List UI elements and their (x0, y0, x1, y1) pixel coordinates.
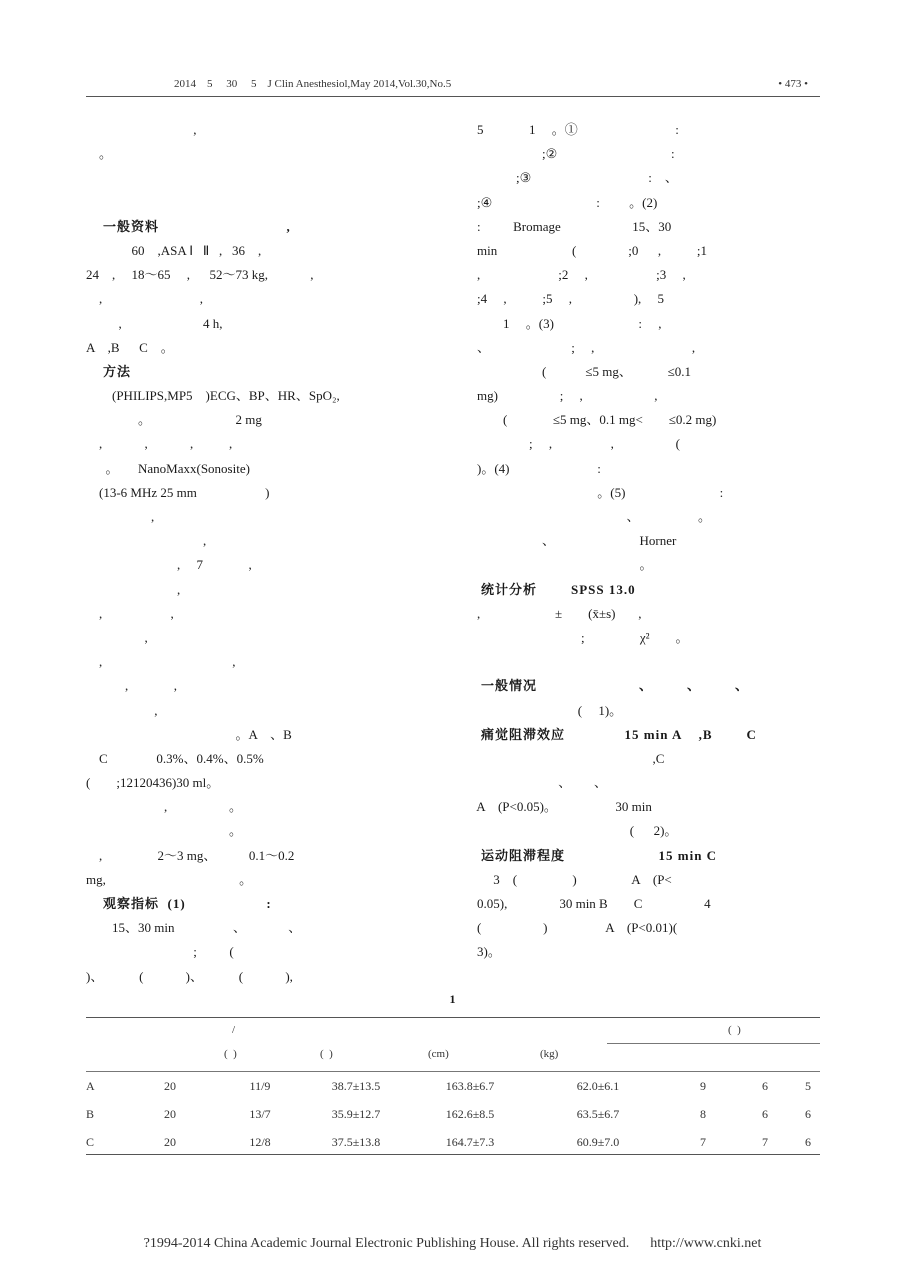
text-line: 。A 、B (86, 726, 292, 742)
text-line: , , , , (86, 436, 233, 452)
table-cell: 20 (164, 1078, 176, 1093)
text-line: , 4 h, (86, 315, 223, 331)
table-header-height-unit: (cm) (428, 1048, 449, 1060)
table-cell: 6 (805, 1134, 811, 1149)
text-line: 5 1 。① : (464, 122, 679, 137)
text-line: 0.05), 30 min B C 4 (464, 896, 711, 911)
text-line: ; χ² 。 (464, 629, 689, 645)
text-line: 。 (86, 823, 243, 839)
text-line: ( ;12120436)30 ml。 (86, 775, 220, 791)
text-line: , 。 (86, 799, 243, 815)
demographics-table (86, 1072, 820, 1156)
table-cell: 7 (700, 1134, 706, 1149)
header-rule (86, 96, 820, 97)
table-row (86, 1072, 820, 1100)
text-line: , (86, 122, 197, 137)
text-line: ( 1)。 (464, 702, 623, 718)
table-row (86, 1128, 820, 1156)
right-column (464, 118, 820, 965)
text-line: ;③ : 、 (464, 170, 678, 186)
text-line: , (86, 533, 207, 549)
text-line: , , (86, 654, 236, 670)
text-line: A ,B C 。 (86, 339, 174, 355)
table-cell: 6 (805, 1106, 811, 1121)
text-line (86, 166, 446, 190)
table-cell: 7 (762, 1134, 768, 1149)
text-line: ,C (464, 750, 665, 766)
text-line: ( 2)。 (464, 823, 678, 839)
text-line: , (86, 509, 155, 524)
table-cell: 20 (164, 1106, 176, 1121)
table-cell: 6 (762, 1078, 768, 1093)
table-row (86, 1100, 820, 1128)
text-line: (PHILIPS,MP5 )ECG、BP、HR、SpO₂, (86, 388, 340, 404)
text-line: 运动阻滞程度 15 min C (464, 847, 718, 863)
table-cell: 162.6±8.5 (445, 1106, 495, 1121)
text-line: 观察指标 (1) : (86, 896, 272, 911)
text-line: ( ≤5 mg、 ≤0.1 (464, 363, 691, 379)
text-line: min ( ;0 , ;1 (464, 242, 708, 258)
table-cell: 37.5±13.8 (331, 1134, 381, 1149)
table-header-gender-unit: ( ) (224, 1048, 237, 1060)
text-line: ;④ : 。(2) (464, 194, 658, 210)
text-line (86, 191, 446, 215)
text-line: , (86, 581, 181, 597)
table-header-weight-unit: (kg) (540, 1048, 559, 1060)
table-cell: 163.8±6.7 (445, 1078, 495, 1093)
table-subheader-rule (607, 1043, 820, 1044)
table-header-asa-group: ( ) (728, 1024, 741, 1036)
text-line: 60 ,ASA Ⅰ Ⅱ , 36 , (86, 242, 262, 258)
table-cell: A (86, 1078, 95, 1093)
text-line: 、 ; , , (464, 339, 696, 355)
text-line: , (86, 702, 158, 718)
table-top-rule (86, 1017, 820, 1018)
table-cell: C (86, 1134, 95, 1149)
table-title: 1 (449, 992, 456, 1006)
text-line: : Bromage 15、30 (464, 218, 672, 234)
text-line: , ;2 , ;3 , (464, 267, 686, 283)
text-line: ; ( (86, 944, 234, 960)
text-line: 。 (86, 146, 113, 162)
table-cell: B (86, 1106, 95, 1121)
text-line: (13-6 MHz 25 mm ) (86, 484, 270, 500)
text-line: 3)。 (464, 944, 501, 960)
page-number: • 473 • (778, 78, 808, 90)
table-cell: 12/8 (249, 1134, 271, 1149)
text-line: , 2～3 mg、 0.1～0.2 (86, 847, 295, 863)
text-line: 3 ( ) A (P< (464, 871, 672, 887)
running-header (88, 78, 818, 94)
text-line: , 7 , (86, 557, 252, 573)
table-cell: 9 (700, 1078, 706, 1093)
text-line: 一般资料 , (86, 218, 291, 234)
text-line (464, 650, 820, 674)
text-line: ;4 , ;5 , ), 5 (464, 291, 665, 307)
text-line: , , (86, 291, 203, 307)
text-line: 。 (464, 557, 653, 573)
text-line: C 0.3%、0.4%、0.5% (86, 750, 264, 766)
text-line: 、 、 (464, 775, 608, 791)
text-line: , , (86, 678, 177, 694)
table-cell: 20 (164, 1134, 176, 1149)
journal-citation: 2014 5 30 5 J Clin Anesthesiol,May 2014,Vol.30,No.5 (174, 78, 452, 90)
table-cell: 13/7 (249, 1106, 271, 1121)
text-line: 一般情况 、 、 、 (464, 678, 750, 694)
text-line: 痛觉阻滞效应 15 min A ,B C (464, 726, 757, 742)
text-line: 。 NanoMaxx(Sonosite) (86, 460, 250, 476)
text-line: )、 ( )、 ( ), (86, 968, 293, 984)
table-cell: 62.0±6.1 (576, 1078, 620, 1093)
text-line: 。 2 mg (86, 412, 262, 428)
text-line: 1 。(3) : , (464, 315, 662, 331)
text-line: , , (86, 605, 174, 621)
table-cell: 38.7±13.5 (331, 1078, 381, 1093)
table-cell: 11/9 (249, 1078, 271, 1093)
text-line: , (86, 629, 148, 645)
copyright-footer: ?1994-2014 China Academic Journal Electronic Publishing House. All rights reserved. http://www.cnki.net (143, 1236, 762, 1251)
text-line: 24 , 18～65 , 52～73 kg, , (86, 267, 314, 283)
text-line: ;② : (464, 146, 675, 162)
left-column (86, 118, 446, 989)
text-line: A (P<0.05)。 30 min (464, 799, 652, 815)
text-line: 、 Horner (464, 533, 677, 549)
text-line: 统计分析 SPSS 13.0 (464, 581, 636, 597)
table-cell: 164.7±7.3 (445, 1134, 495, 1149)
table-cell: 35.9±12.7 (331, 1106, 381, 1121)
table-header-age-unit: ( ) (320, 1048, 333, 1060)
text-line: 、 。 (464, 509, 712, 524)
table-cell: 60.9±7.0 (576, 1134, 620, 1149)
text-line: ( ≤5 mg、0.1 mg< ≤0.2 mg) (464, 412, 717, 428)
text-line: , ± (x̄±s) , (464, 605, 642, 621)
text-line: ( ) A (P<0.01)( (464, 920, 678, 936)
text-line: 方法 (86, 363, 132, 379)
text-line: mg, 。 (86, 871, 253, 887)
table-cell: 63.5±6.7 (576, 1106, 620, 1121)
text-line: )。(4) : (464, 460, 601, 476)
table-cell: 6 (762, 1106, 768, 1121)
text-line: 。(5) : (464, 484, 724, 500)
table-header-gender: / (232, 1024, 236, 1036)
text-line: ; , , ( (464, 436, 680, 452)
text-line: mg) ; , , (464, 388, 658, 404)
table-cell: 8 (700, 1106, 706, 1121)
table-bottom-rule (86, 1154, 820, 1155)
table-cell: 5 (805, 1078, 811, 1093)
text-line: 15、30 min 、 、 (86, 920, 302, 936)
